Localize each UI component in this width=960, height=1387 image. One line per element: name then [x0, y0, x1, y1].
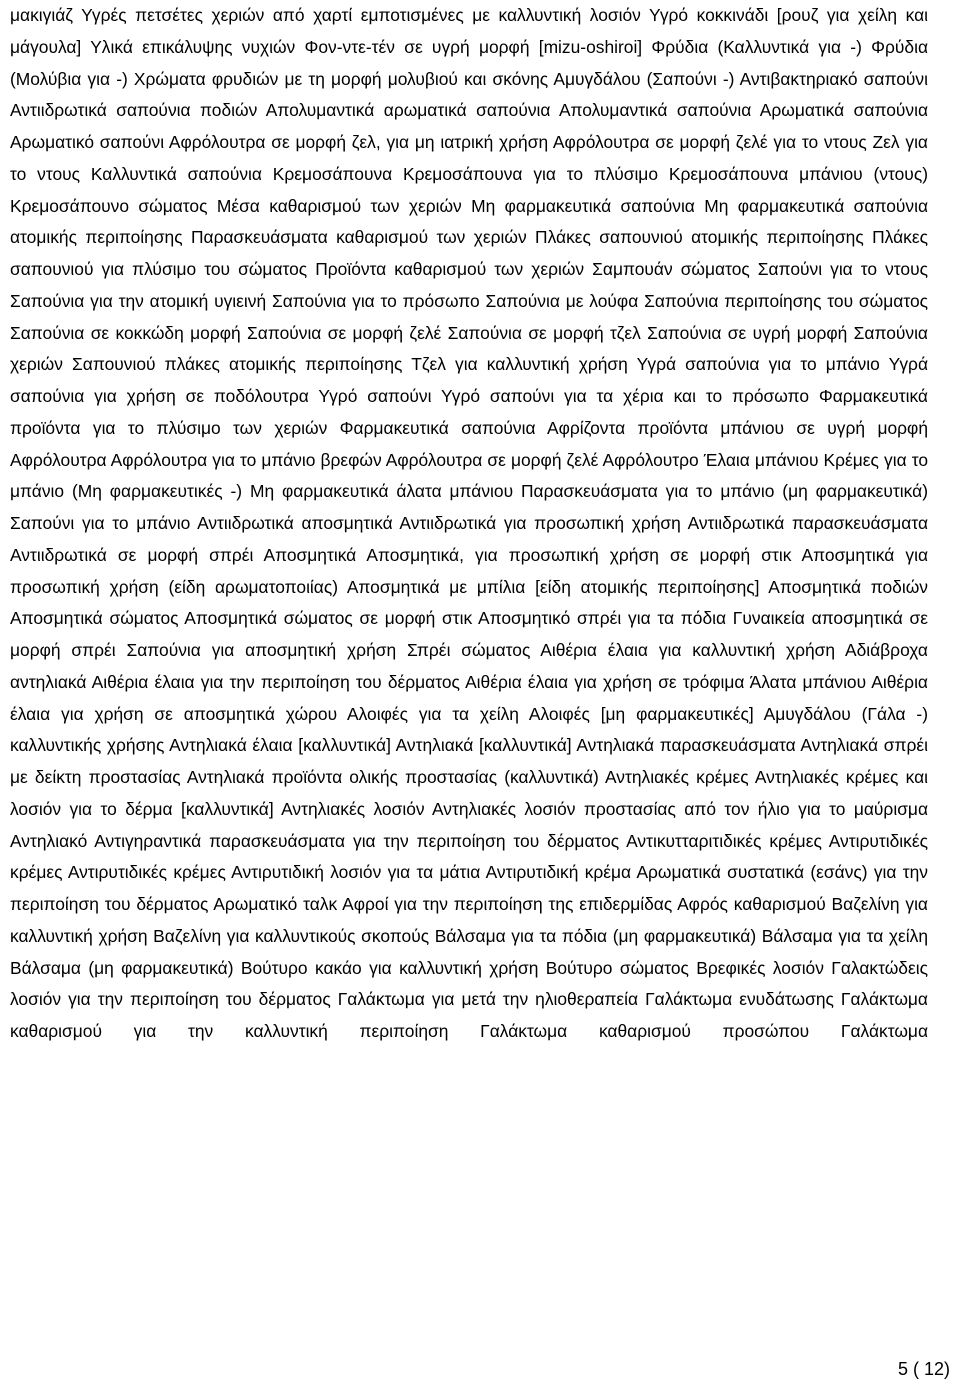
page-number: 5	[897, 1359, 908, 1379]
page-total-open: (	[912, 1359, 924, 1379]
body-text: μακιγιάζ Υγρές πετσέτες χεριών από χαρτί εμποτισμένες με καλλυντική λοσιόν Υγρό κοκκινάδι [ρουζ για χείλη και μάγουλα] Υλικά επικάλυψης νυχιών Φον-ντε-τέν σε υγρή μορφή [mizu-oshiroi] Φρύδια (Καλλυντικά για -) Φρύδια (Μολύβια για -) Χρώματα φρυδιών με τη μορφή μολυβιού και σκόνης Αμυγδάλου (Σαπούνι -) Αντιβακτηριακό σαπούνι Αντιιδρωτικά σαπούνια ποδιών Απολυμαντικά αρωματικά σαπούνια Απολυμαντικά σαπούνια Αρωματικά σαπούνια Αρωματικό σαπούνι Αφρόλουτρα σε μορφή ζελ, για μη ιατρική χρήση Αφρόλουτρα σε μορφή ζελέ για το ντους Ζελ για το ντους Καλλυντικά σαπούνια Κρεμοσάπουνα Κρεμοσάπουνα για το πλύσιμο Κρεμοσάπουνα μπάνιου (ντους) Κρεμοσάπουνο σώματος Μέσα καθαρισμού των χεριών Μη φαρμακευτικά σαπούνια Μη φαρμακευτικά σαπούνια ατομικής περιποίησης Παρασκευάσματα καθαρισμού των χεριών Πλάκες σαπουνιού ατομικής περιποίησης Πλάκες σαπουνιού για πλύσιμο του σώματος Προϊόντα καθαρισμού των χεριών Σαμπουάν σώματος Σαπούνι για το ντους Σαπούνια για την ατομική υγιεινή Σαπούνια για το πρόσωπο Σαπούνια με λούφα Σαπούνια περιποίησης του σώματος Σαπούνια σε κοκκώδη μορφή Σαπούνια σε μορφή ζελέ Σαπούνια σε μορφή τζελ Σαπούνια σε υγρή μορφή Σαπούνια χεριών Σαπουνιού πλάκες ατομικής περιποίησης Τζελ για καλλυντική χρήση Υγρά σαπούνια για το μπάνιο Υγρά σαπούνια για χρήση σε ποδόλουτρα Υγρό σαπούνι Υγρό σαπούνι για τα χέρια και το πρόσωπο Φαρμακευτικά προϊόντα για το πλύσιμο των χεριών Φαρμακευτικά σαπούνια Αφρίζοντα προϊόντα μπάνιου σε υγρή μορφή Αφρόλουτρα Αφρόλουτρα για το μπάνιο βρεφών Αφρόλουτρα σε μορφή ζελέ Αφρόλουτρο Έλαια μπάνιου Κρέμες για το μπάνιο (Μη φαρμακευτικές -) Μη φαρμακευτικά άλατα μπάνιου Παρασκευάσματα για το μπάνιο (μη φαρμακευτικά) Σαπούνι για το μπάνιο Αντιιδρωτικά αποσμητικά Αντιιδρωτικά για προσωπική χρήση Αντιιδρωτικά παρασκευάσματα Αντιιδρωτικά σε μορφή σπρέι Αποσμητικά Αποσμητικά, για προσωπική χρήση σε μορφή στικ Αποσμητικά για προσωπική χρήση (είδη αρωματοποιίας) Αποσμητικά με μπίλια [είδη ατομικής περιποίησης] Αποσμητικά ποδιών Αποσμητικά σώματος Αποσμητικά σώματος σε μορφή στικ Αποσμητικό σπρέι για τα πόδια Γυναικεία αποσμητικά σε μορφή σπρέι Σαπούνια για αποσμητική χρήση Σπρέι σώματος Αιθέρια έλαια για καλλυντική χρήση Αδιάβροχα αντηλιακά Αιθέρια έλαια για την περιποίηση του δέρματος Αιθέρια έλαια για χρήση σε τρόφιμα Άλατα μπάνιου Αιθέρια έλαια για χρήση σε αποσμητικά χώρου Αλοιφές για τα χείλη Αλοιφές [μη φαρμακευτικές] Αμυγδάλου (Γάλα -) καλλυντικής χρήσης Αντηλιακά έλαια [καλλυντικά] Αντηλιακά [καλλυντικά] Αντηλιακά παρασκευάσματα Αντηλιακά σπρέι με δείκτη προστασίας Αντηλιακά προϊόντα ολικής προστασίας (καλλυντικά) Αντηλιακές κρέμες Αντηλιακές κρέμες και λοσιόν για το δέρμα [καλλυντικά] Αντηλιακές λοσιόν Αντηλιακές λοσιόν προστασίας από τον ήλιο για το μαύρισμα Αντηλιακό Αντιγηραντικά παρασκευάσματα για την περιποίηση του δέρματος Αντικυτταριτιδικές κρέμες Αντιρυτιδικές κρέμες Αντιρυτιδικές κρέμες Αντιρυτιδική λοσιόν για τα μάτια Αντιρυτιδική κρέμα Αρωματικά συστατικά (εσάνς) για την περιποίηση του δέρματος Αρωματικό ταλκ Αφροί για την περιποίηση της επιδερμίδας Αφρός καθαρισμού Βαζελίνη για καλλυντική χρήση Βαζελίνη για καλλυντικούς σκοπούς Βάλσαμα για τα πόδια (μη φαρμακευτικά) Βάλσαμα για τα χείλη Βάλσαμα (μη φαρμακευτικά) Βούτυρο κακάο για καλλυντική χρήση Βούτυρο σώματος Βρεφικές λοσιόν Γαλακτώδεις λοσιόν για την περιποίηση του δέρματος Γαλάκτωμα για μετά την ηλιοθεραπεία Γαλάκτωμα ενυδάτωσης Γαλάκτωμα καθαρισμού για την καλλυντική περιποίηση Γαλάκτωμα καθαρισμού προσώπου Γαλάκτωμα	[10, 5, 928, 1041]
page-footer	[898, 1357, 950, 1381]
page-total-close: )	[944, 1359, 950, 1379]
page-total: 12	[923, 1359, 944, 1379]
